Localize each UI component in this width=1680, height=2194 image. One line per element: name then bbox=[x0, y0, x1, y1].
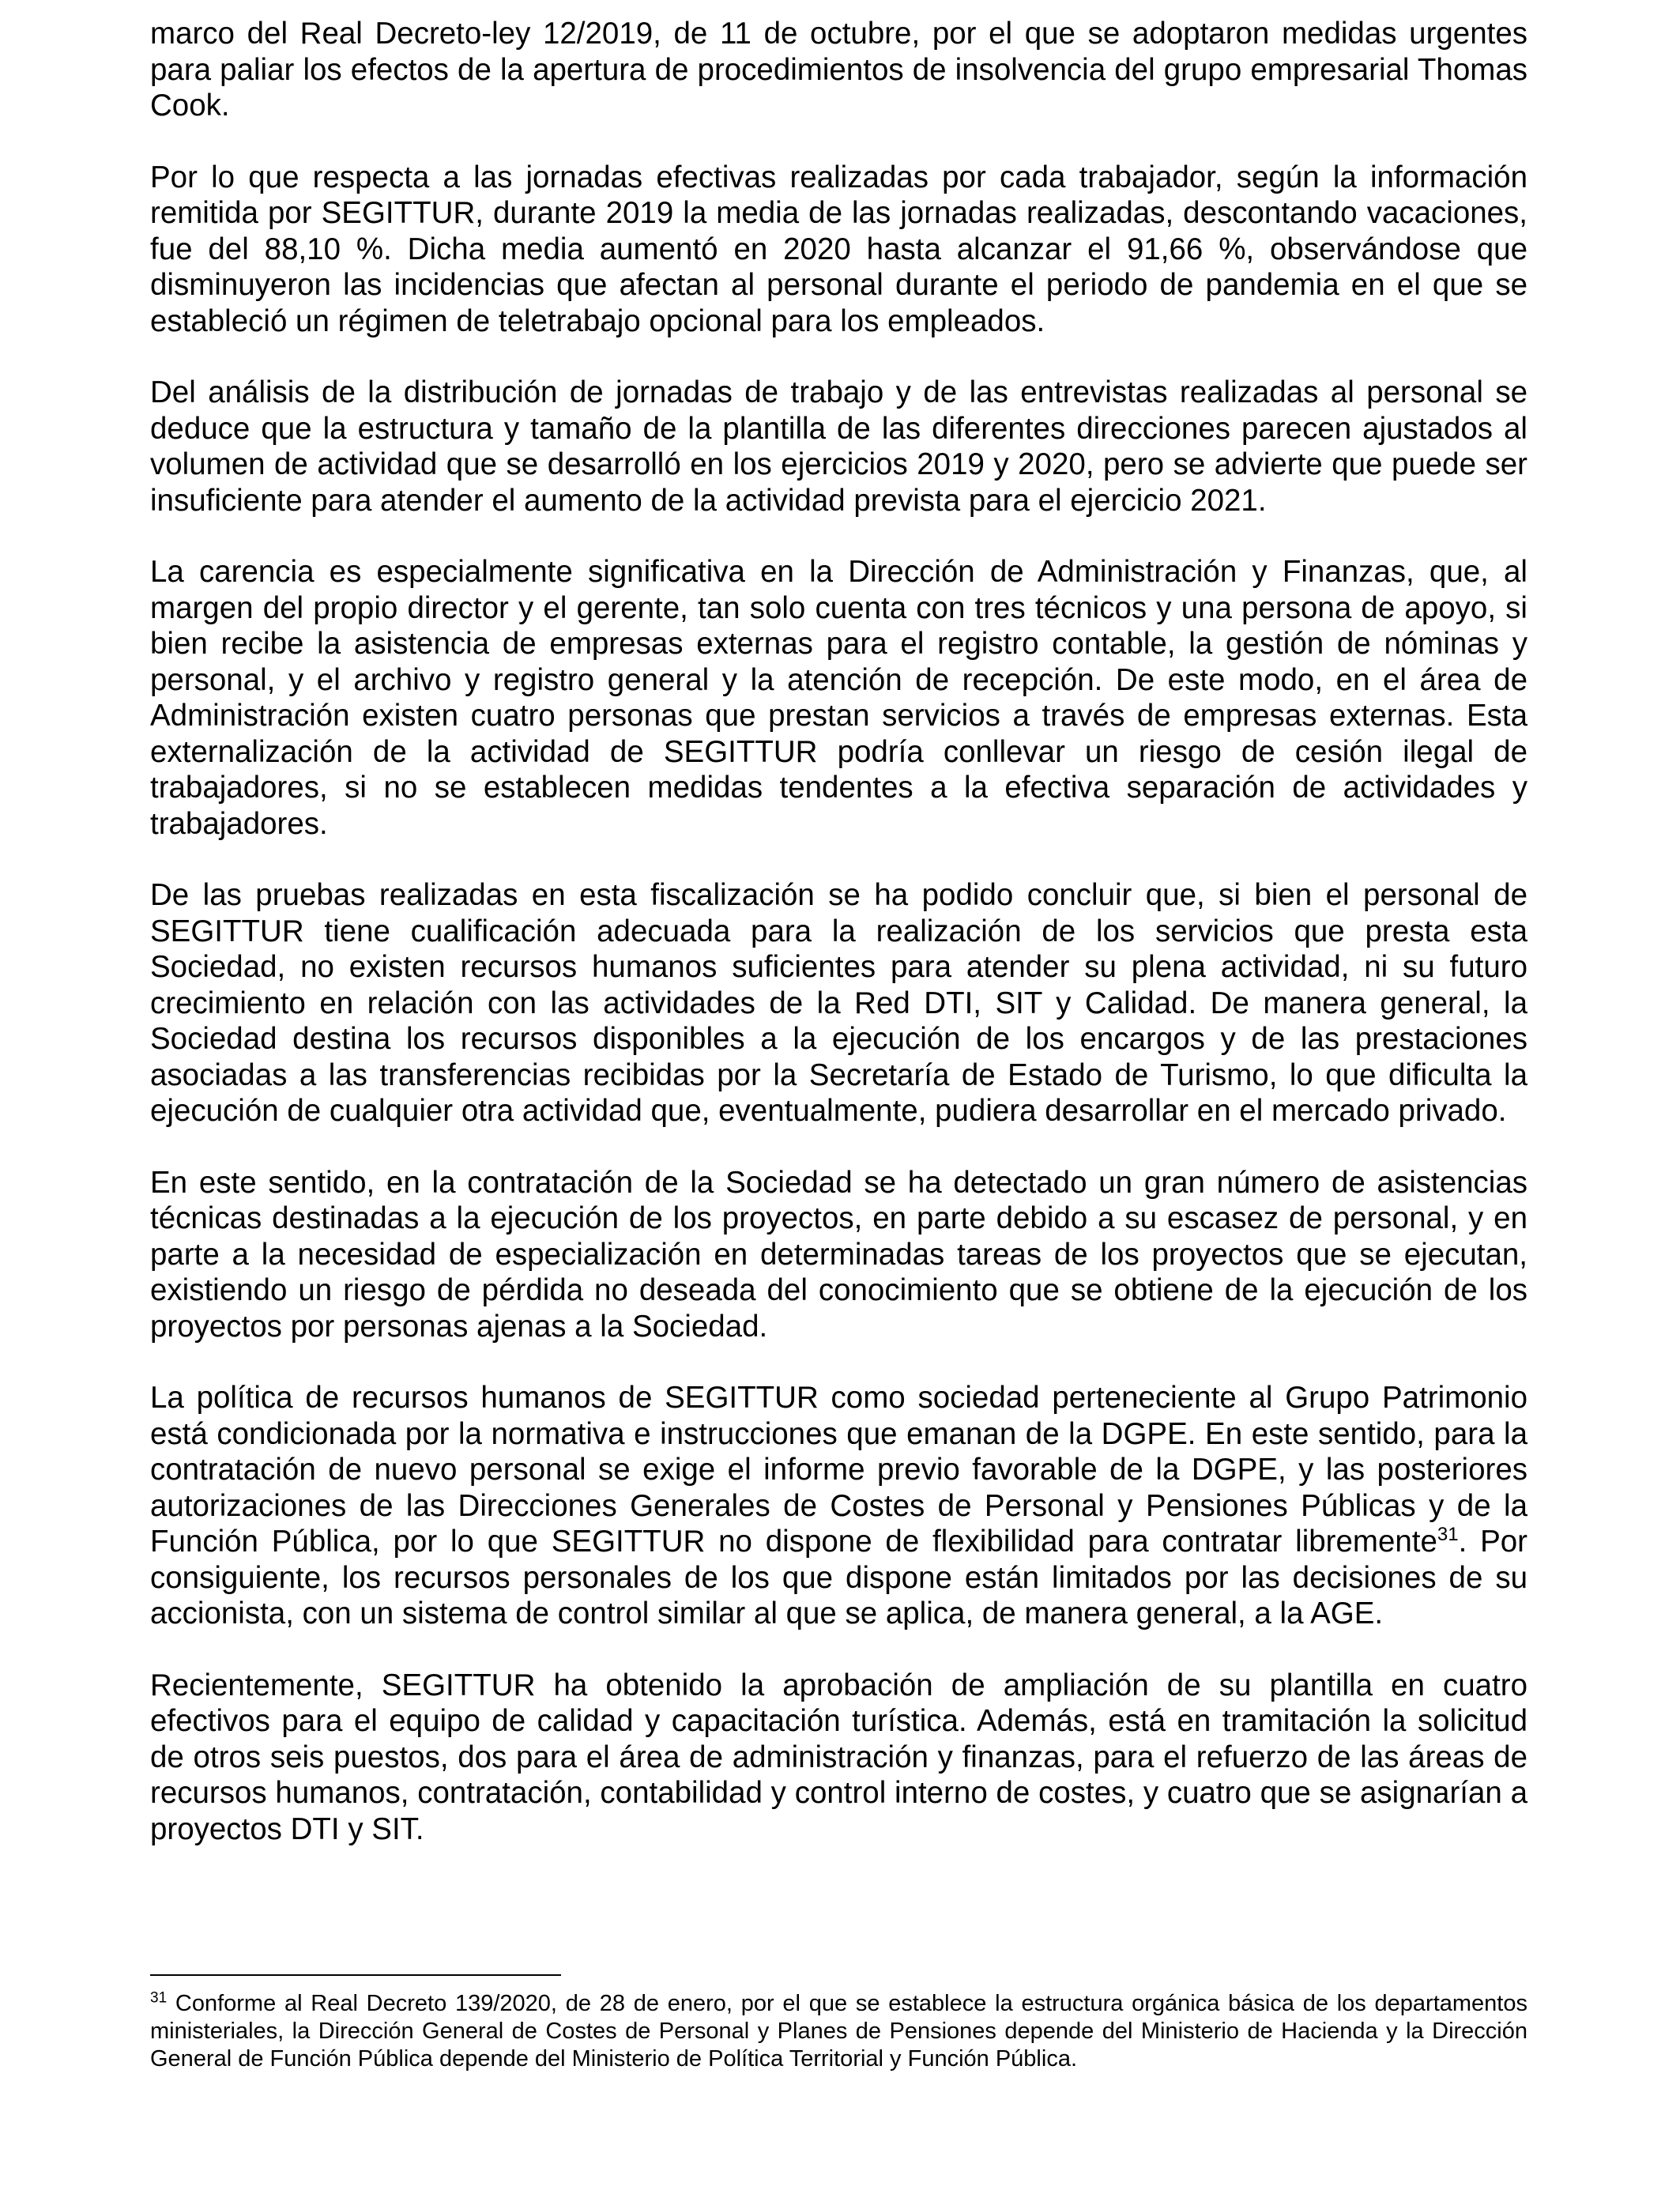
paragraph-pruebas-fiscalizacion: De las pruebas realizadas en esta fiscalización se ha podido concluir que, si bien el personal de SEGITTUR tiene cualificación adecuada para la realización de los servicios que presta esta Sociedad, no existen recursos humanos suficientes para atender su plena actividad, ni su futuro crecimiento en relación con las actividades de la Red DTI, SIT y Calidad. De manera general, la Sociedad destina los recursos disponibles a la ejecución de los encargos y de las prestaciones asociadas a las transferencias recibidas por la Secretaría de Estado de Turismo, lo que dificulta la ejecución de cualquier otra actividad que, eventualmente, pudiera desarrollar en el mercado privado. bbox=[150, 878, 1527, 1128]
paragraph-7-text-start: La política de recursos humanos de SEGITTUR como sociedad perteneciente al Grupo Patrimonio está condicionada por la normativa e instrucciones que emanan de la DGPE. En este sentido, para la contratación de nuevo personal se exige el informe previo favorable de la DGPE, y las posteriores autorizaciones de las Direcciones Generales de Costes de Personal y Pensiones Públicas y de la Función Pública, por lo que SEGITTUR no dispone de flexibilidad para contratar libremente bbox=[150, 1381, 1527, 1559]
footnote-number: 31 bbox=[150, 1989, 168, 2007]
footnote-reference-31[interactable]: 31 bbox=[1437, 1524, 1459, 1546]
paragraph-asistencias-tecnicas: En este sentido, en la contratación de la Sociedad se ha detectado un gran número de asistencias técnicas destinadas a la ejecución de los proyectos, en parte debido a su escasez de personal, y en parte a la necesidad de especialización en determinadas tareas de los proyectos que se ejecutan, existiendo un riesgo de pérdida no deseada del conocimiento que se obtiene de la ejecución de los proyectos por personas ajenas a la Sociedad. bbox=[150, 1165, 1527, 1344]
paragraph-jornadas-efectivas: Por lo que respecta a las jornadas efectivas realizadas por cada trabajador, según la información remitida por SEGITTUR, durante 2019 la media de las jornadas realizadas, descontando vacaciones, fue del 88,10 %. Dicha media aumentó en 2020 hasta alcanzar el 91,66 %, observándose que disminuyeron las incidencias que afectan al personal durante el periodo de pandemia en el que se estableció un régimen de teletrabajo opcional para los empleados. bbox=[150, 160, 1527, 338]
paragraph-politica-recursos-humanos bbox=[150, 1380, 1527, 1632]
paragraph-ampliacion-plantilla: Recientemente, SEGITTUR ha obtenido la aprobación de ampliación de su plantilla en cuatro efectivos para el equipo de calidad y capacitación turística. Además, está en tramitación la solicitud de otros seis puestos, dos para el área de administración y finanzas, para el refuerzo de las áreas de recursos humanos, contratación, contabilidad y control interno de costes, y cuatro que se asignarían a proyectos DTI y SIT. bbox=[150, 1668, 1527, 1846]
footnote-text: Conforme al Real Decreto 139/2020, de 28 de enero, por el que se establece la estructura orgánica básica de los departamentos ministeriales, la Dirección General de Costes de Personal y Planes de Pensiones depende del Ministerio de Hacienda y la Dirección General de Función Pública depende del Ministerio de Política Territorial y Función Pública. bbox=[150, 1991, 1527, 2071]
footnote-31 bbox=[150, 1990, 1527, 2073]
paragraph-7-text-end: . Por consiguiente, los recursos personales de los que dispone están limitados por las decisiones de su accionista, con un sistema de control similar al que se aplica, de manera general, a la AGE. bbox=[150, 1525, 1528, 1630]
paragraph-carencia-administracion: La carencia es especialmente significativa en la Dirección de Administración y Finanzas, que, al margen del propio director y el gerente, tan solo cuenta con tres técnicos y una persona de apoyo, si bien recibe la asistencia de empresas externas para el registro contable, la gestión de nóminas y personal, y el archivo y registro general y la atención de recepción. De este modo, en el área de Administración existen cuatro personas que prestan servicios a través de empresas externas. Esta externalización de la actividad de SEGITTUR podría conllevar un riesgo de cesión ilegal de trabajadores, si no se establecen medidas tendentes a la efectiva separación de actividades y trabajadores. bbox=[150, 555, 1527, 841]
footnote-separator bbox=[150, 1974, 561, 1976]
paragraph-thomas-cook: marco del Real Decreto-ley 12/2019, de 11 de octubre, por el que se adoptaron medidas urgentes para paliar los efectos de la apertura de procedimientos de insolvencia del grupo empresarial Thomas Cook. bbox=[150, 17, 1527, 123]
document-body bbox=[150, 16, 1527, 1883]
paragraph-distribucion-jornadas: Del análisis de la distribución de jornadas de trabajo y de las entrevistas realizadas al personal se deduce que la estructura y tamaño de la plantilla de las diferentes direcciones parecen ajustados al volumen de actividad que se desarrolló en los ejercicios 2019 y 2020, pero se advierte que puede ser insuficiente para atender el aumento de la actividad prevista para el ejercicio 2021. bbox=[150, 375, 1527, 518]
